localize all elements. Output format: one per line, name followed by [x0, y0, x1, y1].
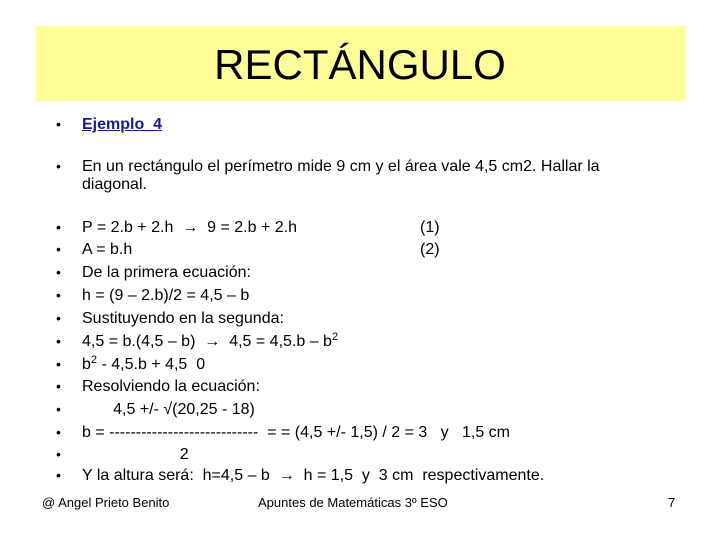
step-line-3: De la primera ecuación:: [82, 264, 251, 281]
step-line-5: Sustituyendo en la segunda:: [82, 310, 284, 327]
step-line-2-text: A = b.h: [82, 241, 133, 258]
step-line-10: b = ---------------------------- = = (4,5 +/- 1,5) / 2 = 3 y 1,5 cm: [82, 424, 510, 441]
bullet: •: [56, 446, 61, 462]
bullet: •: [56, 116, 61, 132]
exponent: 2: [90, 354, 98, 366]
step-line-8: Resolviendo la ecuación:: [82, 378, 260, 395]
problem-text-line-2: diagonal.: [82, 176, 147, 193]
bullet: •: [56, 219, 61, 235]
page-number: 7: [668, 495, 676, 510]
bullet: •: [56, 401, 61, 417]
step-line-6-text: 4,5 = b.(4,5 – b) → 4,5 = 4,5.b – b: [82, 333, 332, 350]
footer-course: Apuntes de Matemáticas 3º ESO: [258, 495, 448, 510]
bullet: •: [56, 333, 61, 349]
bullet: •: [56, 467, 61, 483]
bullet: •: [56, 424, 61, 440]
step-line-7-text: - 4,5.b + 4,5 0: [97, 356, 206, 373]
step-line-7: [82, 355, 205, 374]
bullet: •: [56, 287, 61, 303]
problem-text-line-1: En un rectángulo el perímetro mide 9 cm y el área vale 4,5 cm2. Hallar la: [82, 158, 600, 175]
footer-author: @ Angel Prieto Benito: [42, 495, 170, 510]
step-line-6: [82, 332, 338, 351]
step-line-2: [82, 240, 440, 259]
step-line-7-var: b: [82, 356, 91, 373]
bullet: •: [56, 310, 61, 326]
equation-ref-1: (1): [420, 219, 440, 236]
step-line-4: h = (9 – 2.b)/2 = 4,5 – b: [82, 287, 250, 304]
page-title: RECTÁNGULO: [214, 41, 506, 88]
step-line-12: Y la altura será: h=4,5 – b → h = 1,5 y 3 cm respectivamente.: [82, 467, 545, 484]
step-line-11: 2: [82, 446, 189, 463]
bullet: •: [56, 241, 61, 257]
step-line-9: 4,5 +/- √(20,25 - 18): [82, 401, 255, 418]
example-link[interactable]: Ejemplo_4: [82, 116, 163, 133]
bullet: •: [56, 158, 61, 174]
step-line-1: [82, 218, 440, 237]
exponent: 2: [331, 331, 339, 343]
equation-ref-2: (2): [420, 241, 440, 258]
bullet: •: [56, 356, 61, 372]
bullet: •: [56, 264, 61, 280]
bullet: •: [56, 378, 61, 394]
step-line-1-text: P = 2.b + 2.h → 9 = 2.b + 2.h: [82, 219, 297, 236]
